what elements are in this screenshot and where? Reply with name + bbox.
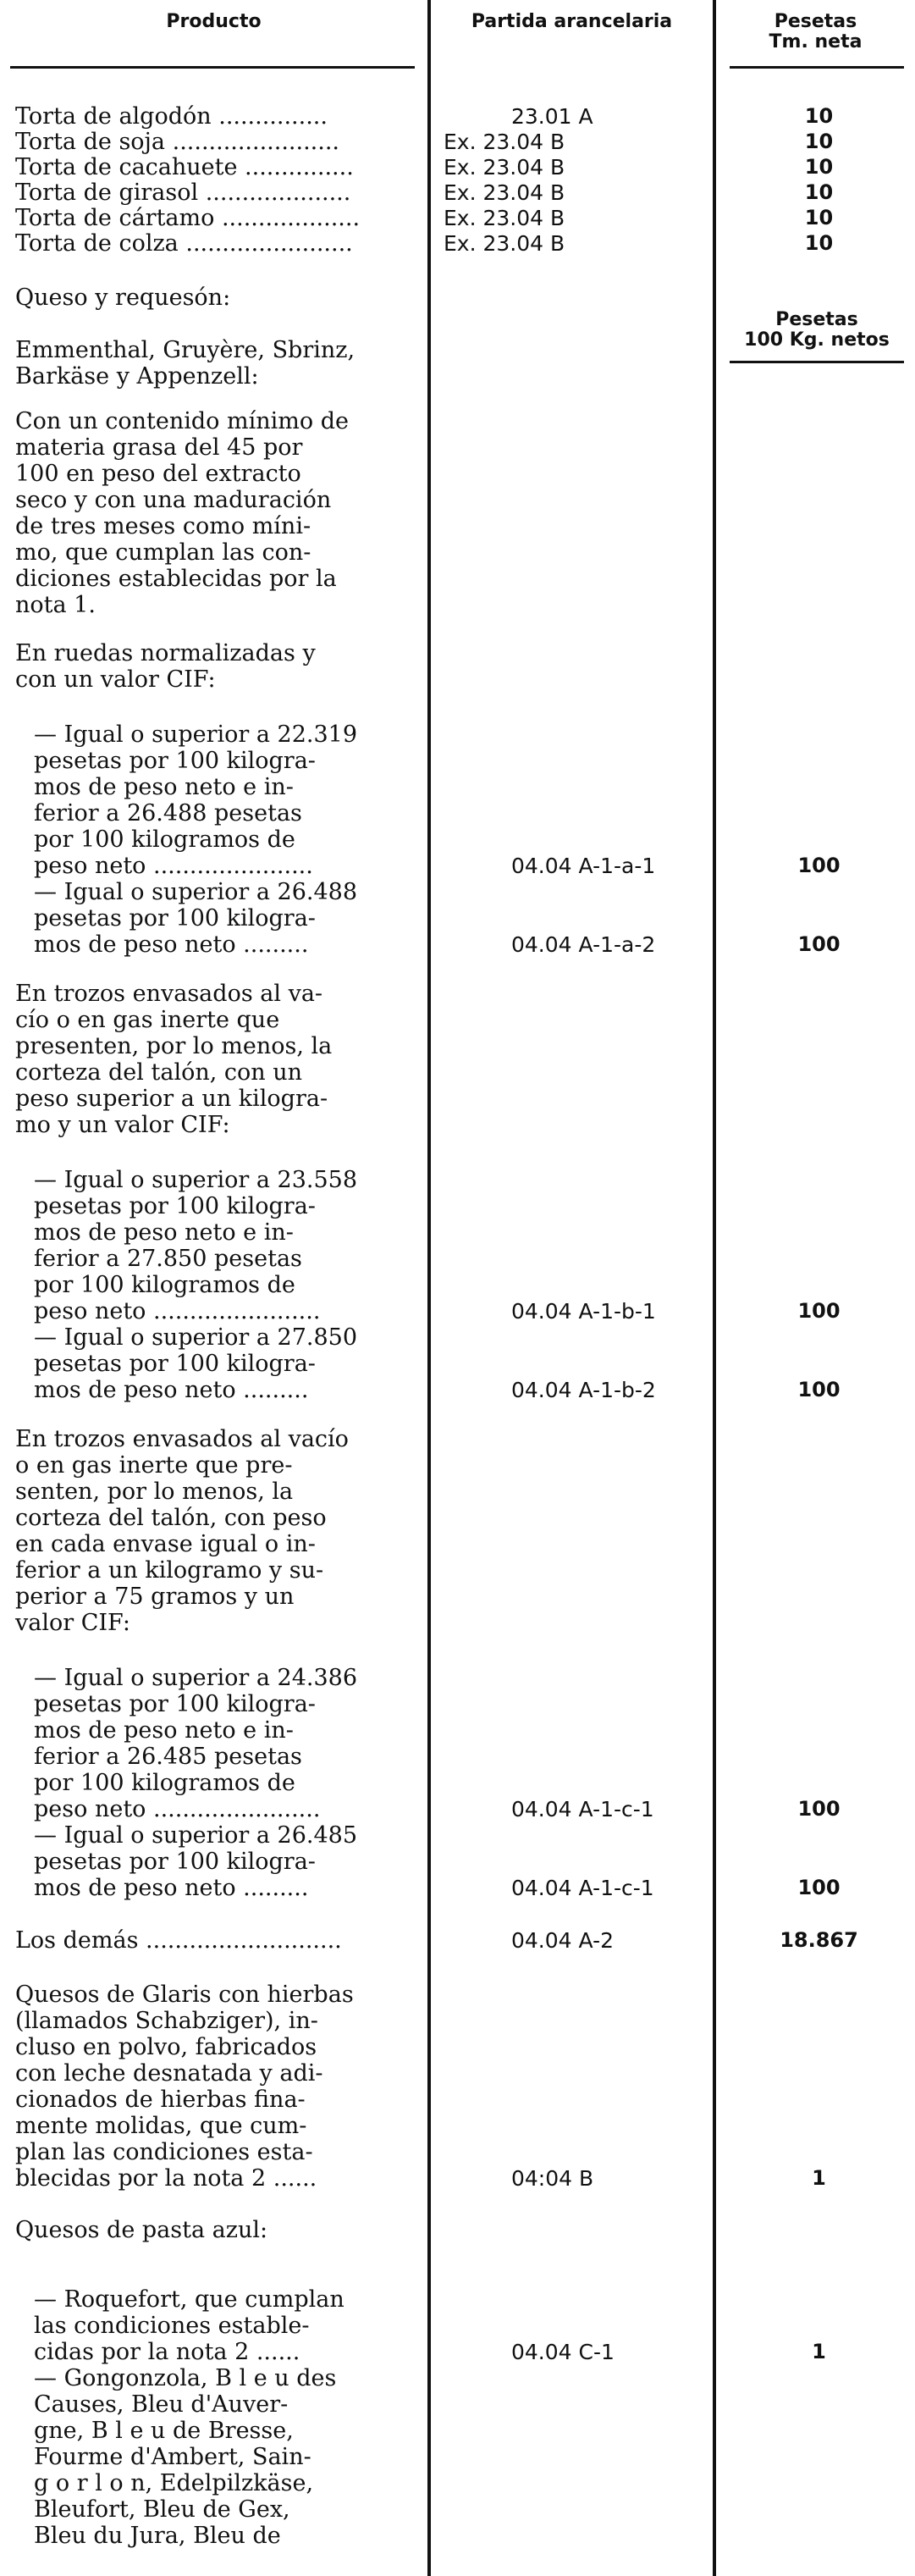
torta-row-2-partida: Ex. 23.04 B (444, 130, 565, 154)
trozos-a-item-2-valor: 100 (797, 1378, 841, 1401)
torta-row-6-valor: 10 (804, 231, 834, 255)
ruedas-item-2-valor: 100 (797, 932, 841, 956)
torta-row-4-valor: 10 (804, 180, 834, 204)
header-pesetas-kg-1: Pesetas (775, 309, 858, 330)
trozos-a-item-2: — Igual o superior a 27.850 pesetas por 100 kilogra- mos de peso neto ......... (34, 1324, 358, 1403)
torta-row-1-valor: 10 (804, 104, 834, 128)
header-pesetas-kg-2: 100 Kg. netos (744, 329, 890, 351)
trozos-a-item-1: — Igual o superior a 23.558 pesetas por 100 kilogra- mos de peso neto e in- ferior a 27.850 pesetas por 100 kilogramos de peso neto ....................... (34, 1167, 358, 1324)
glaris-partida: 04:04 B (511, 2166, 594, 2191)
trozos-b-item-1-valor: 100 (797, 1797, 841, 1821)
torta-row-6-producto: Torta de colza ....................... (15, 230, 353, 257)
header-pesetas-tm-2: Tm. neta (769, 31, 863, 53)
trozos-a-item-1-partida: 04.04 A-1-b-1 (511, 1299, 656, 1324)
ruedas-item-1-valor: 100 (797, 854, 841, 877)
torta-row-3-producto: Torta de cacahuete ............... (15, 154, 354, 180)
ruedas-heading: En ruedas normalizadas y con un valor CIF: (15, 640, 316, 693)
trozos-b-item-1: — Igual o superior a 24.386 pesetas por 100 kilogra- mos de peso neto e in- ferior a 26.485 pesetas por 100 kilogramos de peso neto ....................... (34, 1665, 358, 1822)
header-pesetas-tm-1: Pesetas (774, 11, 857, 32)
roquefort-valor: 1 (812, 2340, 826, 2363)
header-producto: Producto (166, 11, 262, 32)
column-divider-1 (427, 0, 431, 2576)
torta-row-6-partida: Ex. 23.04 B (444, 231, 565, 256)
header-rule-right (730, 66, 904, 69)
torta-row-5-producto: Torta de cártamo ................... (15, 205, 361, 231)
demas-partida: 04.04 A-2 (511, 1928, 614, 1953)
ruedas-item-2: — Igual o superior a 26.488 pesetas por 100 kilogra- mos de peso neto ......... (34, 879, 358, 958)
demas-valor: 18.867 (780, 1928, 858, 1952)
torta-row-3-valor: 10 (804, 155, 834, 179)
trozos-a-item-2-partida: 04.04 A-1-b-2 (511, 1378, 656, 1402)
ruedas-item-1: — Igual o superior a 22.319 pesetas por 100 kilogra- mos de peso neto e in- ferior a 26.488 pesetas por 100 kilogramos de peso neto ...................... (34, 721, 358, 879)
trozos-b-item-2: — Igual o superior a 26.485 pesetas por 100 kilogra- mos de peso neto ......... (34, 1822, 358, 1901)
column-divider-2 (713, 0, 716, 2576)
trozos-b-heading: En trozos envasados al vacío o en gas inerte que pre- senten, por lo menos, la corteza del talón, con peso en cada envase igual o in- ferior a un kilogramo y su- perior a 75 gramos y un valor CIF: (15, 1426, 349, 1636)
header-partida: Partida arancelaria (471, 11, 673, 32)
torta-row-2-producto: Torta de soja ....................... (15, 129, 340, 155)
ruedas-item-1-partida: 04.04 A-1-a-1 (511, 854, 656, 878)
header-rule-kg (730, 361, 904, 363)
gongonzola-item: — Gongonzola, B l e u des Causes, Bleu d'Auver- gne, B l e u de Bresse, Fourme d'Ambert, Sain- g o r l o n, Edelpilzkäse, Bleufort, Bleu de Gex, Bleu du Jura, Bleu de (34, 2365, 337, 2549)
roquefort-item: — Roquefort, que cumplan las condiciones estable- cidas por la nota 2 ...... (34, 2286, 345, 2365)
trozos-b-item-2-valor: 100 (797, 1876, 841, 1899)
demas-row: Los demás ........................... (15, 1927, 342, 1954)
torta-row-4-producto: Torta de girasol .................... (15, 180, 351, 206)
glaris-text: Quesos de Glaris con hierbas (llamados Schabziger), in- cluso en polvo, fabricados con leche desnatada y adi- cionados de hierbas fina- mente molidas, que cum- plan las condiciones esta- blecidas por la nota 2 ...... (15, 1982, 354, 2192)
contenido-text: Con un contenido mínimo de materia grasa del 45 por 100 en peso del extracto seco y con una maduración de tres meses como míni- mo, que cumplan las con- diciones establecidas por la nota 1. (15, 408, 349, 618)
torta-row-1-partida: 23.01 A (511, 104, 593, 129)
roquefort-partida: 04.04 C-1 (511, 2340, 615, 2364)
queso-title: Queso y requesón: (15, 285, 231, 311)
torta-row-5-partida: Ex. 23.04 B (444, 206, 565, 230)
torta-row-4-partida: Ex. 23.04 B (444, 180, 565, 205)
emmenthal-heading: Emmenthal, Gruyère, Sbrinz, Barkäse y Appenzell: (15, 337, 356, 390)
torta-row-2-valor: 10 (804, 130, 834, 153)
trozos-b-item-2-partida: 04.04 A-1-c-1 (511, 1876, 654, 1900)
torta-row-5-valor: 10 (804, 206, 834, 229)
torta-row-3-partida: Ex. 23.04 B (444, 155, 565, 180)
trozos-b-item-1-partida: 04.04 A-1-c-1 (511, 1797, 654, 1821)
torta-row-1-producto: Torta de algodón ............... (15, 103, 328, 130)
trozos-a-item-1-valor: 100 (797, 1299, 841, 1323)
glaris-valor: 1 (812, 2166, 826, 2190)
azul-heading: Quesos de pasta azul: (15, 2217, 268, 2243)
ruedas-item-2-partida: 04.04 A-1-a-2 (511, 932, 656, 957)
header-rule-left (10, 66, 415, 69)
trozos-a-heading: En trozos envasados al va- cío o en gas inerte que presenten, por lo menos, la corteza del talón, con un peso superior a un kilogra- mo y un valor CIF: (15, 981, 333, 1138)
